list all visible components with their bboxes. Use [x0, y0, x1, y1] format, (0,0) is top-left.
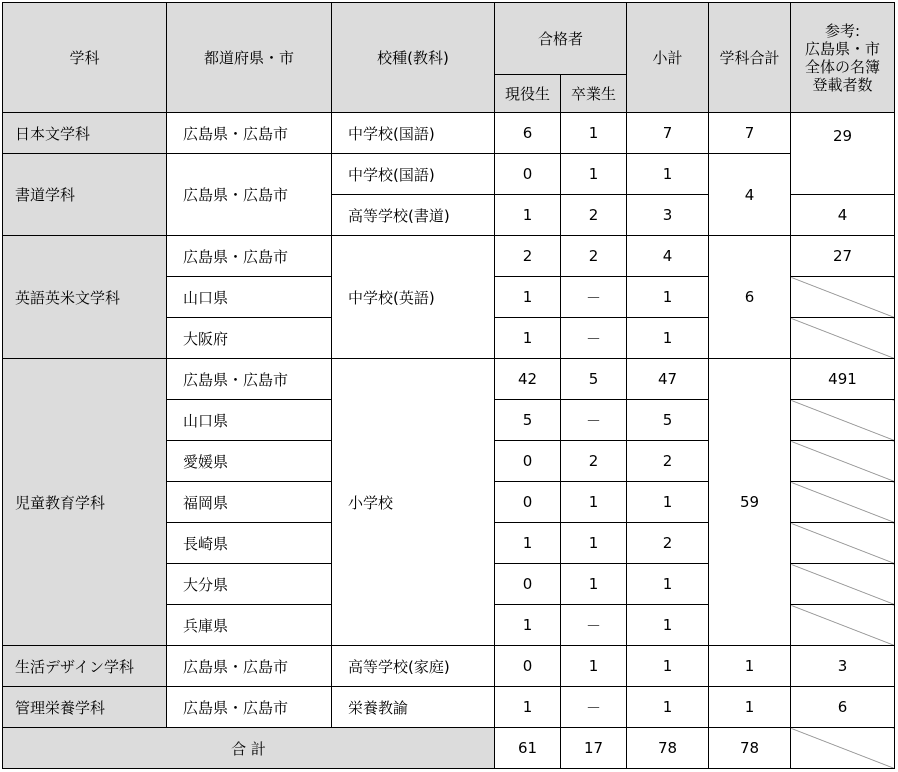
prefecture-cell: 広島県・広島市	[167, 687, 332, 728]
dept-total-cell: 7	[709, 113, 791, 154]
school-type-cell: 中学校(国語)	[332, 113, 495, 154]
school-type-cell: 栄養教諭	[332, 687, 495, 728]
dept-cell: 書道学科	[3, 154, 167, 236]
header-subtotal: 小計	[627, 3, 709, 113]
current-cell: 42	[495, 359, 561, 400]
graduate-cell: 1	[561, 564, 627, 605]
reference-cell: 29	[791, 113, 895, 195]
reference-cell: 4	[791, 195, 895, 236]
subtotal-cell: 1	[627, 277, 709, 318]
current-cell: 1	[495, 605, 561, 646]
prefecture-cell: 大分県	[167, 564, 332, 605]
subtotal-cell: 1	[627, 564, 709, 605]
current-cell: 1	[495, 523, 561, 564]
prefecture-cell: 広島県・広島市	[167, 646, 332, 687]
dept-total-cell: 1	[709, 687, 791, 728]
header-reference: 参考: 広島県・市 全体の名簿 登載者数	[791, 3, 895, 113]
subtotal-cell: 1	[627, 482, 709, 523]
prefecture-cell: 兵庫県	[167, 605, 332, 646]
empty-slash-cell	[791, 564, 895, 605]
current-cell: 5	[495, 400, 561, 441]
dept-total-cell: 1	[709, 646, 791, 687]
current-cell: 0	[495, 441, 561, 482]
current-cell: 1	[495, 277, 561, 318]
graduate-cell: －	[561, 605, 627, 646]
empty-slash-cell	[791, 318, 895, 359]
header-department: 学科	[3, 3, 167, 113]
graduate-cell: 1	[561, 482, 627, 523]
subtotal-cell: 4	[627, 236, 709, 277]
graduate-cell: －	[561, 400, 627, 441]
graduate-cell: 2	[561, 441, 627, 482]
empty-slash-cell	[791, 482, 895, 523]
dept-cell: 英語英米文学科	[3, 236, 167, 359]
prefecture-cell: 愛媛県	[167, 441, 332, 482]
subtotal-cell: 47	[627, 359, 709, 400]
subtotal-cell: 1	[627, 154, 709, 195]
school-type-cell: 高等学校(家庭)	[332, 646, 495, 687]
subtotal-cell: 5	[627, 400, 709, 441]
subtotal-cell: 1	[627, 318, 709, 359]
total-current: 61	[495, 728, 561, 769]
results-table	[2, 2, 895, 769]
school-type-cell: 中学校(国語)	[332, 154, 495, 195]
graduate-cell: 1	[561, 646, 627, 687]
graduate-cell: －	[561, 277, 627, 318]
subtotal-cell: 1	[627, 687, 709, 728]
subtotal-cell: 1	[627, 646, 709, 687]
prefecture-cell: 大阪府	[167, 318, 332, 359]
graduate-cell: 5	[561, 359, 627, 400]
prefecture-cell: 長崎県	[167, 523, 332, 564]
reference-cell: 27	[791, 236, 895, 277]
subtotal-cell: 3	[627, 195, 709, 236]
empty-slash-cell	[791, 400, 895, 441]
header-prefecture: 都道府県・市	[167, 3, 332, 113]
graduate-cell: 1	[561, 523, 627, 564]
prefecture-cell: 山口県	[167, 400, 332, 441]
header-current: 現役生	[495, 75, 561, 113]
dept-cell: 児童教育学科	[3, 359, 167, 646]
school-type-cell: 中学校(英語)	[332, 236, 495, 359]
graduate-cell: 1	[561, 113, 627, 154]
total-dept-total: 78	[709, 728, 791, 769]
graduate-cell: 2	[561, 195, 627, 236]
prefecture-cell: 広島県・広島市	[167, 154, 332, 236]
prefecture-cell: 福岡県	[167, 482, 332, 523]
total-label: 合 計	[3, 728, 495, 769]
graduate-cell: －	[561, 687, 627, 728]
empty-slash-cell	[791, 441, 895, 482]
dept-total-cell: 59	[709, 359, 791, 646]
total-graduate: 17	[561, 728, 627, 769]
graduate-cell: 1	[561, 154, 627, 195]
current-cell: 0	[495, 482, 561, 523]
header-graduate: 卒業生	[561, 75, 627, 113]
subtotal-cell: 1	[627, 605, 709, 646]
empty-slash-cell	[791, 277, 895, 318]
reference-cell: 3	[791, 646, 895, 687]
subtotal-cell: 2	[627, 441, 709, 482]
empty-slash-cell	[791, 605, 895, 646]
reference-cell: 6	[791, 687, 895, 728]
total-subtotal: 78	[627, 728, 709, 769]
dept-total-cell: 6	[709, 236, 791, 359]
current-cell: 1	[495, 687, 561, 728]
prefecture-cell: 広島県・広島市	[167, 359, 332, 400]
dept-cell: 日本文学科	[3, 113, 167, 154]
current-cell: 1	[495, 195, 561, 236]
dept-total-cell: 4	[709, 154, 791, 236]
subtotal-cell: 7	[627, 113, 709, 154]
header-passed: 合格者	[495, 3, 627, 75]
dept-cell: 管理栄養学科	[3, 687, 167, 728]
dept-cell: 生活デザイン学科	[3, 646, 167, 687]
current-cell: 0	[495, 154, 561, 195]
current-cell: 6	[495, 113, 561, 154]
prefecture-cell: 広島県・広島市	[167, 236, 332, 277]
empty-slash-cell	[791, 523, 895, 564]
empty-slash-cell	[791, 728, 895, 769]
graduate-cell: 2	[561, 236, 627, 277]
current-cell: 0	[495, 564, 561, 605]
school-type-cell: 高等学校(書道)	[332, 195, 495, 236]
current-cell: 1	[495, 318, 561, 359]
school-type-cell: 小学校	[332, 359, 495, 646]
header-school-type: 校種(教科)	[332, 3, 495, 113]
prefecture-cell: 山口県	[167, 277, 332, 318]
prefecture-cell: 広島県・広島市	[167, 113, 332, 154]
current-cell: 2	[495, 236, 561, 277]
reference-cell: 491	[791, 359, 895, 400]
subtotal-cell: 2	[627, 523, 709, 564]
header-dept-total: 学科合計	[709, 3, 791, 113]
current-cell: 0	[495, 646, 561, 687]
graduate-cell: －	[561, 318, 627, 359]
